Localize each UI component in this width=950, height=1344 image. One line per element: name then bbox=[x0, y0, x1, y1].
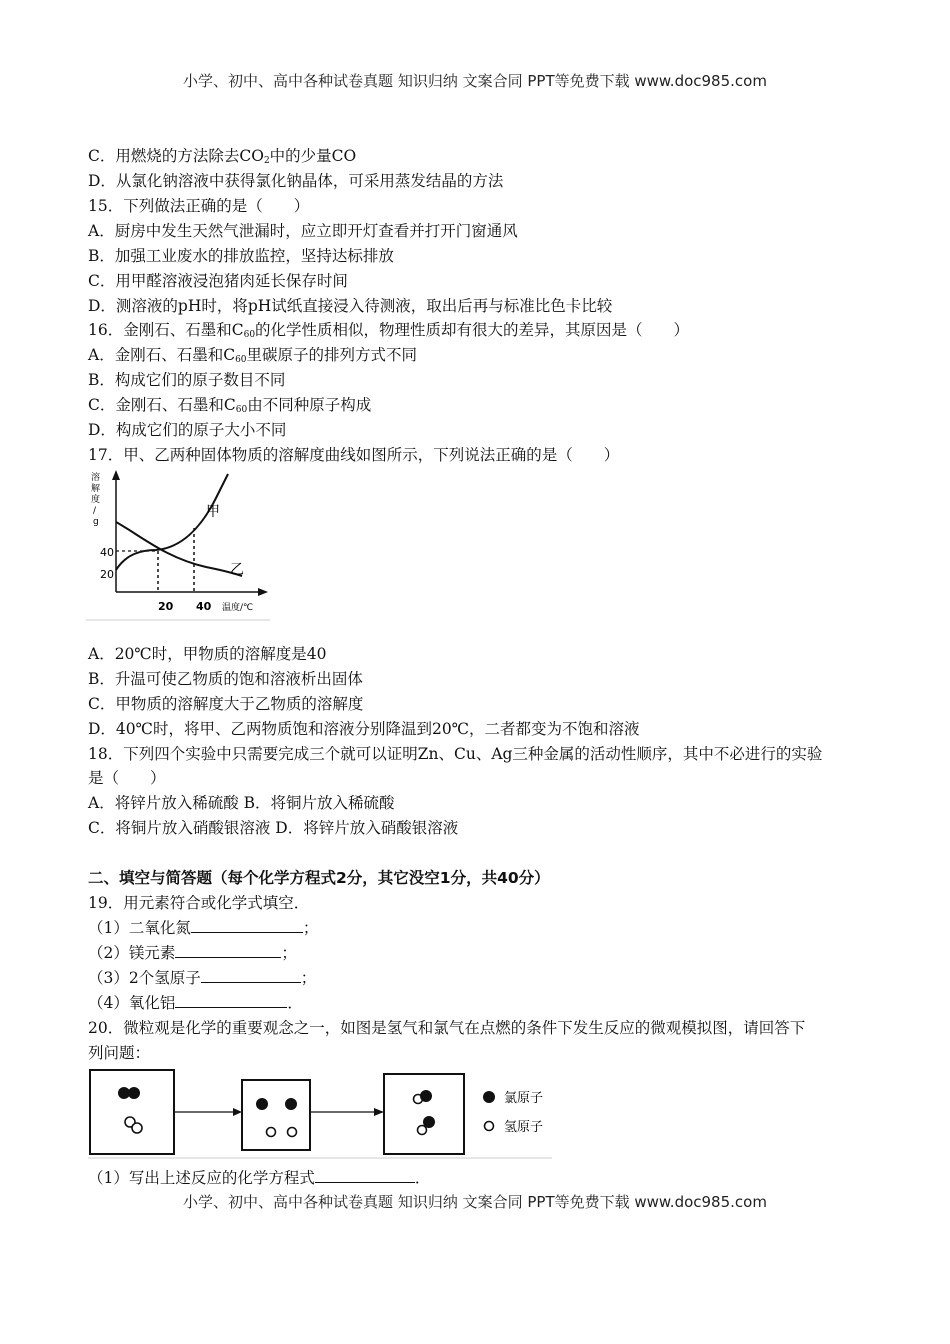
section-2-title: 二、填空与简答题（每个化学方程式2分，其它没空1分，共40分） bbox=[88, 869, 550, 887]
y-tick-20: 20 bbox=[100, 568, 114, 581]
answer-blank[interactable] bbox=[191, 918, 303, 933]
arrow-1-head bbox=[233, 1108, 242, 1116]
q15-option-c: C．用甲醛溶液浸泡猪肉延长保存时间 bbox=[88, 272, 348, 290]
q19-part-3: （3）2个氢原子 ； bbox=[88, 969, 317, 987]
x-tick-40: 40 bbox=[196, 600, 212, 613]
q15-stem: 15．下列做法正确的是（ ） bbox=[88, 197, 310, 215]
curve-label-jia: 甲 bbox=[206, 504, 220, 520]
answer-blank[interactable] bbox=[175, 943, 281, 958]
q19-part-4: （4）氧化铝 ． bbox=[88, 994, 303, 1012]
page-footer: 小学、初中、高中各种试卷真题 知识归纳 文案合同 PPT等免费下载 www.doc985.com bbox=[183, 1193, 767, 1211]
q15-option-a: A．厨房中发生天然气泄漏时，应立即开灯查看并打开门窗通风 bbox=[88, 222, 518, 240]
q15-option-d: D．测溶液的pH时，将pH试纸直接浸入待测液，取出后再与标准比色卡比较 bbox=[88, 297, 613, 315]
q20-stem-line2: 列问题： bbox=[88, 1044, 151, 1062]
solubility-curve-graph bbox=[86, 470, 272, 622]
box-before bbox=[90, 1070, 174, 1154]
arrow-2-head bbox=[374, 1108, 384, 1116]
y-axis-label-text bbox=[91, 471, 103, 527]
box-middle bbox=[242, 1080, 310, 1150]
q16-option-b: B．构成它们的原子数目不同 bbox=[88, 371, 286, 389]
cl-atom bbox=[285, 1098, 297, 1110]
q18-options-ab: A．将锌片放入稀硫酸 B．将铜片放入稀硫酸 bbox=[88, 794, 395, 812]
q17-option-d: D．40℃时，将甲、乙两物质饱和溶液分别降温到20℃，二者都变为不饱和溶液 bbox=[88, 720, 640, 738]
cl-atom bbox=[256, 1098, 268, 1110]
ylabel-char: 溶 bbox=[91, 473, 101, 483]
y-axis-arrow bbox=[112, 470, 120, 480]
q15-option-b: B．加强工业废水的排放监控，坚持达标排放 bbox=[88, 247, 394, 265]
q19-stem: 19．用元素符合或化学式填空． bbox=[88, 894, 310, 912]
h-atom bbox=[288, 1128, 297, 1137]
h-atom bbox=[132, 1123, 142, 1133]
cl-atom bbox=[128, 1087, 140, 1099]
x-axis-label: 温度/℃ bbox=[222, 603, 254, 613]
q18-stem-line1: 18．下列四个实验中只需要完成三个就可以证明Zn、Cu、Ag三种金属的活动性顺序，其中不必进行的实验 bbox=[88, 745, 823, 763]
q17-option-b: B．升温可使乙物质的饱和溶液析出固体 bbox=[88, 670, 363, 688]
q16-option-a: A．金刚石、石墨和$C_{60}$里碳原子的排列方式不同 bbox=[88, 346, 418, 365]
page-header: 小学、初中、高中各种试卷真题 知识归纳 文案合同 PPT等免费下载 www.doc985.com bbox=[183, 72, 767, 90]
ylabel-char: g bbox=[93, 517, 99, 527]
answer-blank[interactable] bbox=[315, 1168, 415, 1183]
q19-part-2: （2）镁元素 ； bbox=[88, 944, 297, 962]
cl-atom bbox=[420, 1090, 432, 1102]
q16-option-c: C．金刚石、石墨和$C_{60}$由不同种原子构成 bbox=[88, 396, 372, 415]
legend-cl-icon bbox=[483, 1091, 495, 1103]
y-tick-40: 40 bbox=[100, 546, 114, 559]
answer-blank[interactable] bbox=[175, 993, 287, 1008]
ylabel-char: 解 bbox=[91, 484, 101, 494]
x-tick-20: 20 bbox=[158, 600, 174, 613]
q16-stem: 16．金刚石、石墨和$C_{60}$的化学性质相似，物理性质却有很大的差异，其原因是（ ） bbox=[88, 321, 690, 340]
reaction-micro-diagram bbox=[86, 1064, 556, 1160]
q18-stem-line2: 是（ ） bbox=[88, 769, 166, 787]
ylabel-char: / bbox=[93, 506, 97, 516]
curve-yi bbox=[116, 522, 242, 576]
legend-h-label: 氢原子 bbox=[504, 1120, 544, 1135]
legend-cl-label: 氯原子 bbox=[504, 1091, 544, 1106]
q17-stem: 17．甲、乙两种固体物质的溶解度曲线如图所示，下列说法正确的是（ ） bbox=[88, 446, 620, 464]
q16-option-d: D．构成它们的原子大小不同 bbox=[88, 421, 287, 439]
q17-option-c: C．甲物质的溶解度大于乙物质的溶解度 bbox=[88, 695, 364, 713]
answer-blank[interactable] bbox=[201, 968, 301, 983]
legend-h-icon bbox=[485, 1122, 494, 1131]
h-atom bbox=[267, 1128, 276, 1137]
box-after bbox=[384, 1074, 464, 1154]
q18-options-cd: C．将铜片放入硝酸银溶液 D．将锌片放入硝酸银溶液 bbox=[88, 819, 459, 837]
q20-stem-line1: 20．微粒观是化学的重要观念之一，如图是氢气和氯气在点燃的条件下发生反应的微观模拟图，请回答下 bbox=[88, 1019, 806, 1037]
x-axis-arrow bbox=[258, 588, 268, 596]
q20-part-1: （1）写出上述反应的化学方程式 ． bbox=[88, 1169, 431, 1187]
ylabel-char: 度 bbox=[91, 495, 101, 505]
q19-part-1: （1）二氧化氮 ； bbox=[88, 919, 319, 937]
q14-option-d: D．从氯化钠溶液中获得氯化钠晶体，可采用蒸发结晶的方法 bbox=[88, 172, 504, 190]
curve-label-yi: 乙 bbox=[230, 562, 244, 578]
h-atom bbox=[418, 1126, 427, 1135]
q17-option-a: A．20℃时，甲物质的溶解度是40 bbox=[88, 645, 327, 663]
q14-option-c: C．用燃烧的方法除去$CO_2$中的少量CO bbox=[88, 147, 357, 166]
